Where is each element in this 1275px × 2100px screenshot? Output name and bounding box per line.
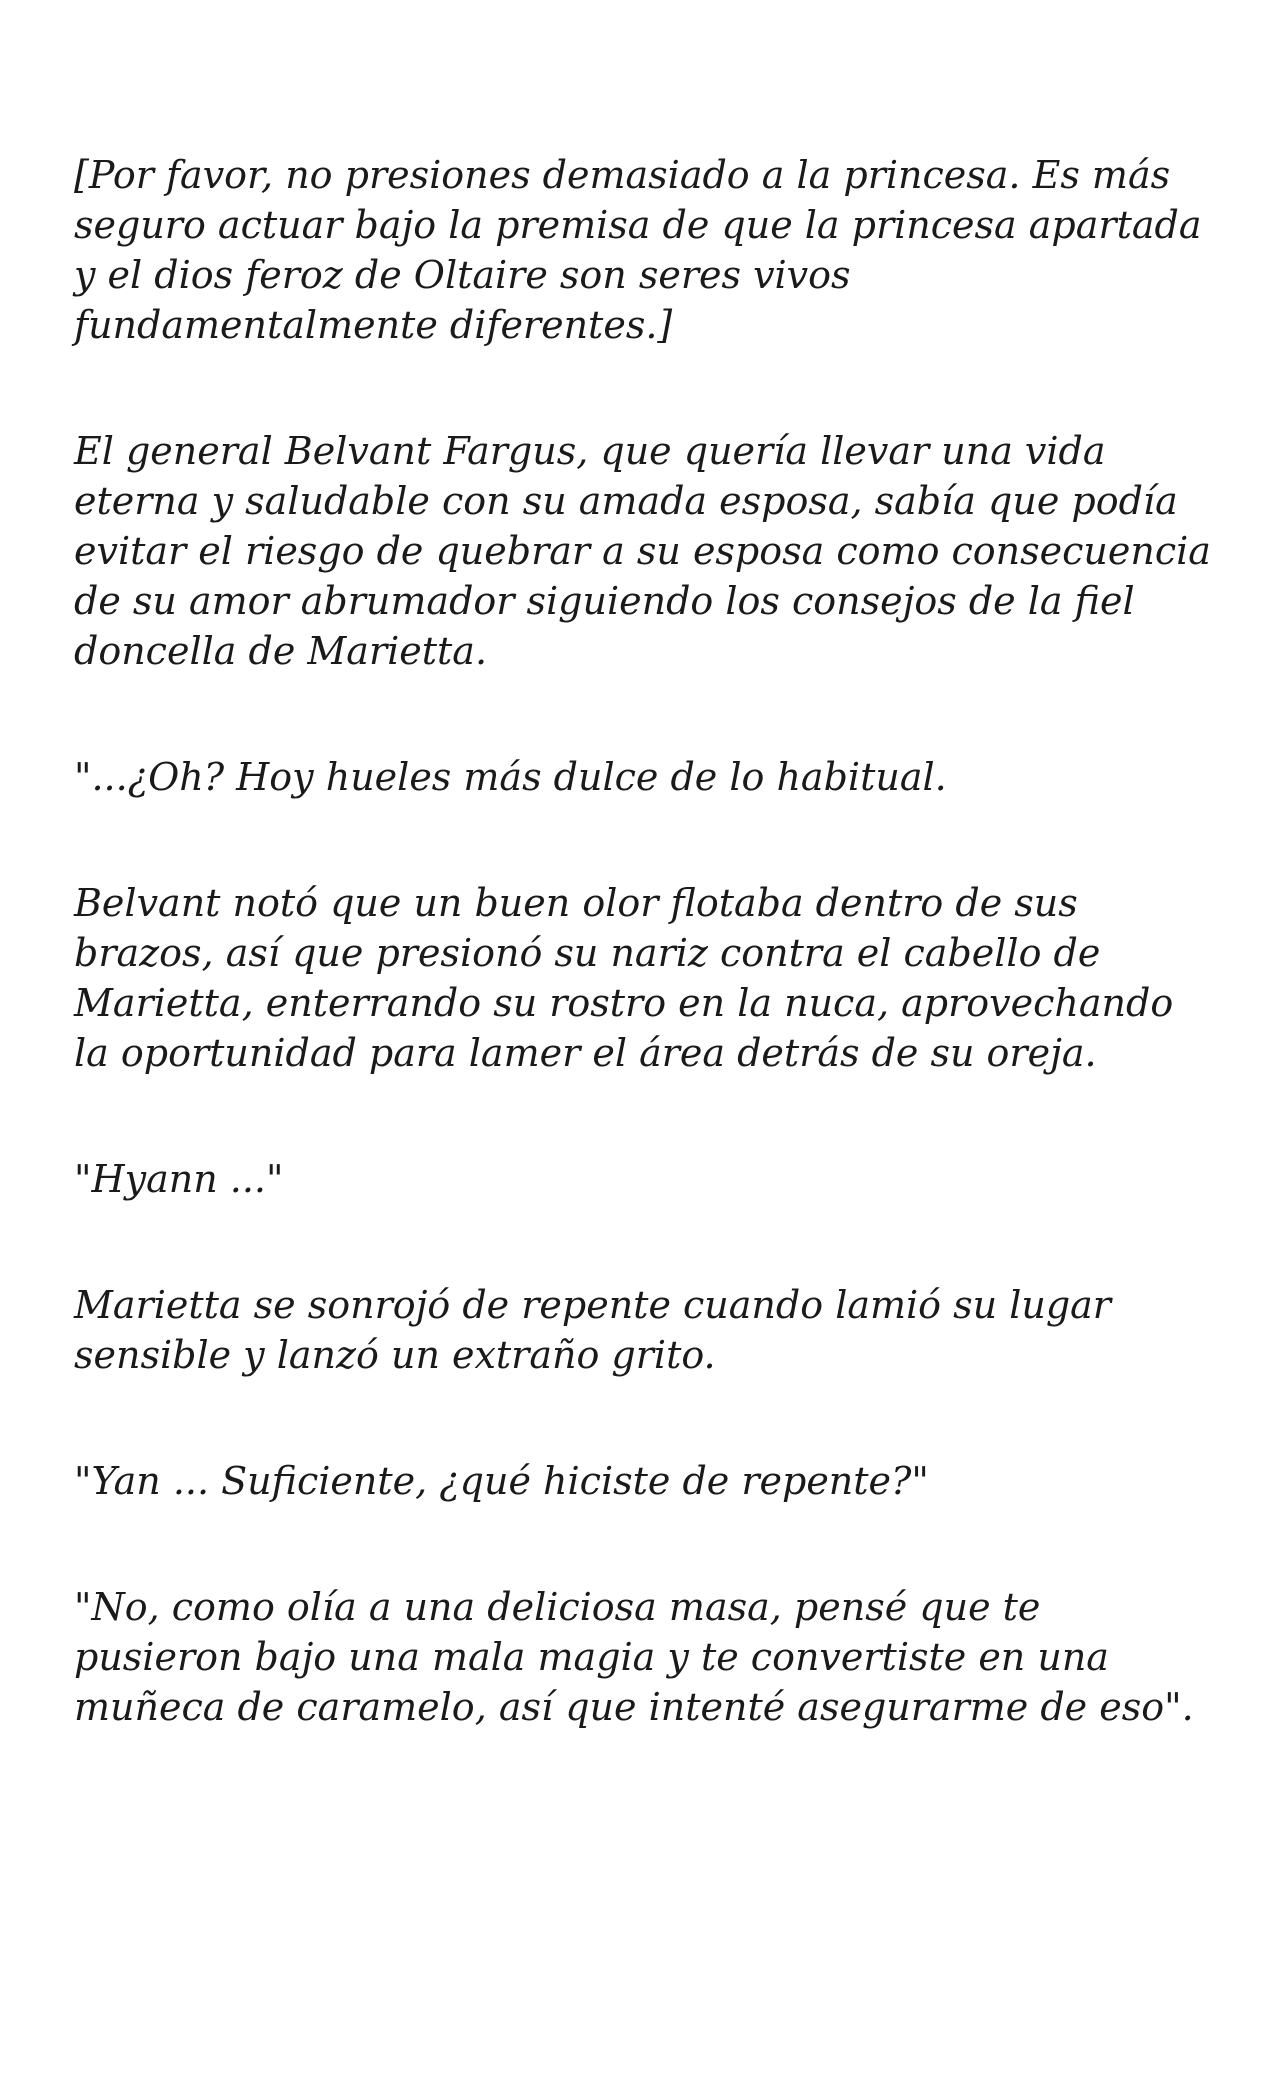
- paragraph-7: "Yan ... Suficiente, ¿qué hiciste de repente?": [74, 1459, 929, 1503]
- paragraph-1: [Por favor, no presiones demasiado a la princesa. Es más seguro actuar bajo la premisa de que la princesa apartada y el dios feroz de Oltaire son seres vivos fundamentalmente diferentes.]: [74, 153, 1202, 347]
- document-body: [74, 150, 1214, 1808]
- paragraph-6: Marietta se sonrojó de repente cuando lamió su lugar sensible y lanzó un extraño grito.: [74, 1283, 1111, 1377]
- paragraph-4: Belvant notó que un buen olor flotaba dentro de sus brazos, así que presionó su nariz contra el cabello de Marietta, enterrando su rostro en la nuca, aprovechando la oportunidad para lamer el área detrás de su oreja.: [74, 881, 1174, 1075]
- paragraph-5: "Hyann ...": [74, 1157, 284, 1201]
- paragraph-8: "No, como olía a una deliciosa masa, pensé que te pusieron bajo una mala magia y te convertiste en una muñeca de caramelo, así que intenté asegurarme de eso".: [74, 1585, 1194, 1729]
- paragraph-3: "...¿Oh? Hoy hueles más dulce de lo habitual.: [74, 755, 947, 799]
- paragraph-2: El general Belvant Fargus, que quería llevar una vida eterna y saludable con su amada esposa, sabía que podía evitar el riesgo de quebrar a su esposa como consecuencia de su amor abrumador siguiendo los consejos de la fiel doncella de Marietta.: [74, 429, 1211, 673]
